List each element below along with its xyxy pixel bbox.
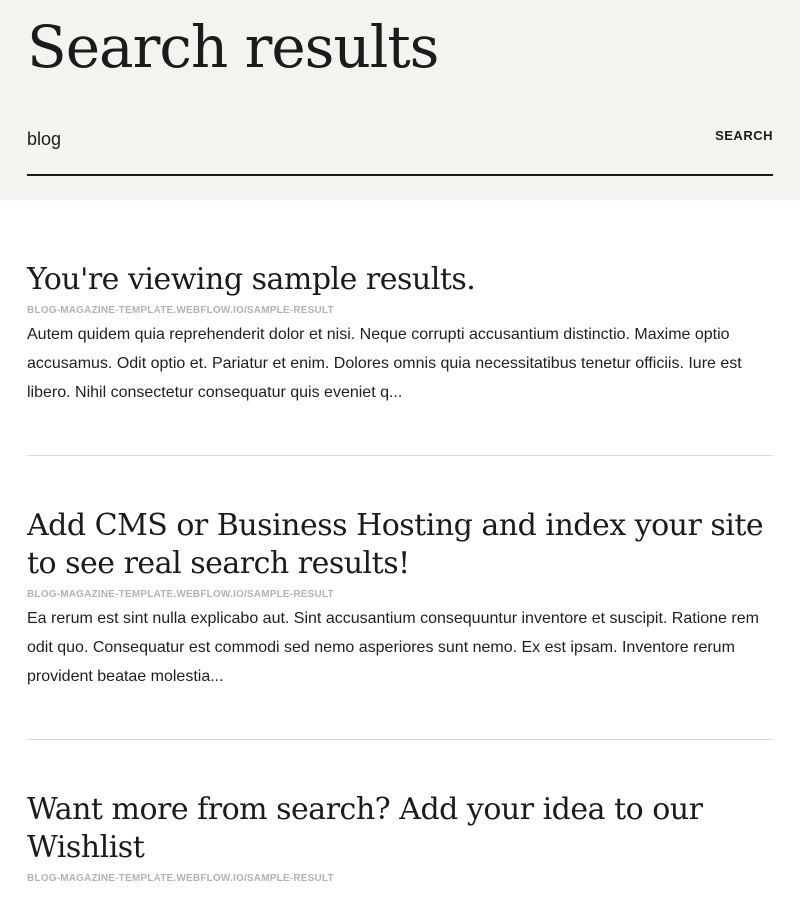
search-result-item <box>27 791 773 888</box>
search-result-item <box>27 507 773 691</box>
result-title <box>27 261 773 299</box>
result-divider <box>27 739 773 740</box>
result-title-link[interactable]: You're viewing sample results. <box>27 262 476 297</box>
page-title: Search results <box>27 13 439 81</box>
result-title <box>27 507 773 583</box>
result-snippet: Autem quidem quia reprehenderit dolor et nisi. Neque corrupti accusantium distinctio. Maxime optio accusamus. Odit optio et. Pariatur et enim. Dolores omnis quia necessitatibus tenetur officiis. Iure est libero. Nihil consectetur consequatur quis eveniet q... <box>27 326 742 401</box>
search-header <box>0 0 800 200</box>
search-input[interactable] <box>27 124 667 154</box>
result-url[interactable]: BLOG-MAGAZINE-TEMPLATE.WEBFLOW.IO/SAMPLE-RESULT <box>27 589 334 600</box>
result-title <box>27 791 773 867</box>
search-result-item <box>27 261 773 407</box>
result-snippet: Ea rerum est sint nulla explicabo aut. Sint accusantium consequuntur inventore et suscipit. Ratione rem odit quo. Consequatur est commodi sed nemo asperiores sunt nemo. Ex est ipsam. Inventore rerum provident beatae molestia... <box>27 610 759 685</box>
result-url[interactable]: BLOG-MAGAZINE-TEMPLATE.WEBFLOW.IO/SAMPLE-RESULT <box>27 305 334 316</box>
search-form <box>27 118 773 176</box>
result-url[interactable]: BLOG-MAGAZINE-TEMPLATE.WEBFLOW.IO/SAMPLE-RESULT <box>27 873 334 884</box>
result-divider <box>27 455 773 456</box>
result-title-link[interactable]: Want more from search? Add your idea to our Wishlist <box>27 792 703 865</box>
search-button[interactable]: SEARCH <box>715 128 773 143</box>
result-title-link[interactable]: Add CMS or Business Hosting and index your site to see real search results! <box>27 508 764 581</box>
